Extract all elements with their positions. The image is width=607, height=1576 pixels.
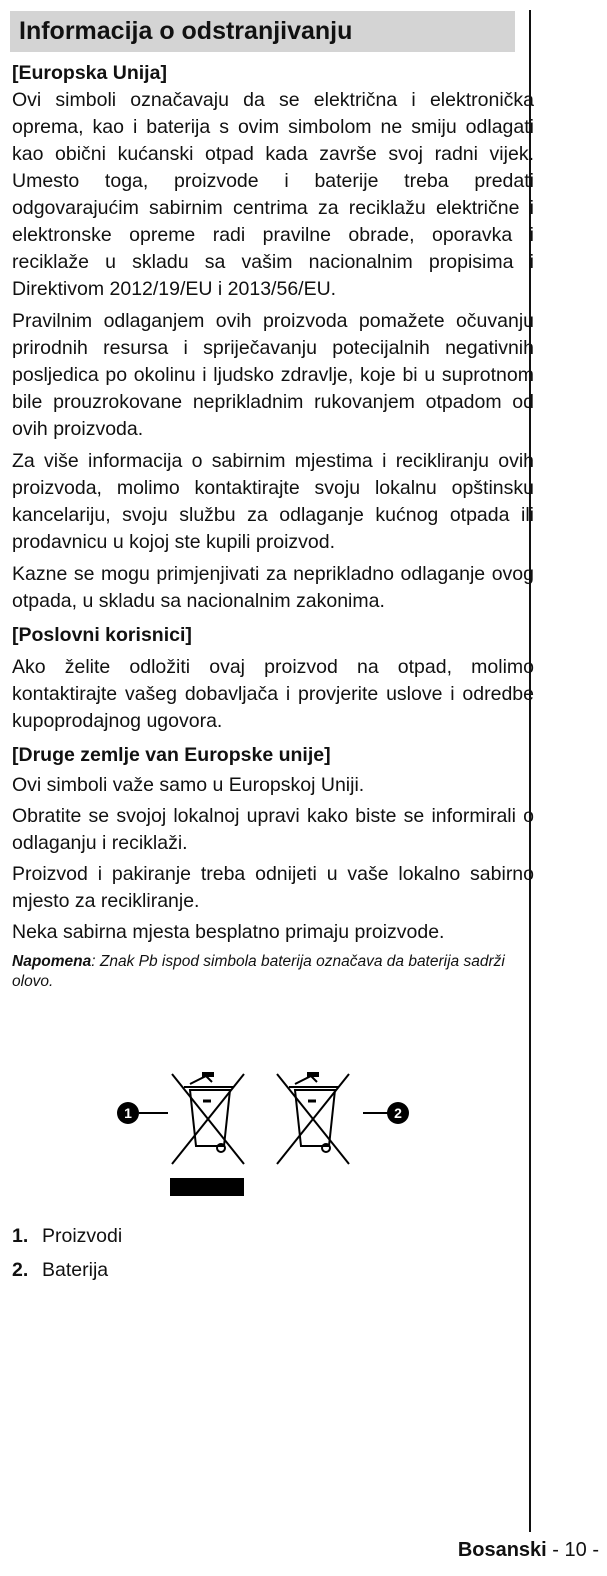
paragraph-eu-1: Ovi simboli označavaju da se električna i elektronička oprema, kao i baterija s ovim simbolom ne smiju odlagati kao obični kućanski otpad kada završe svoj radni vijek. Umesto toga, proizvode i baterije treba predati odgovarajućim sabirnim centrima za reciklažu električne i elektronske opreme radi pravilne obrade, oporavka i reciklaže u skladu sa vašim nacionalnim propisima i Direktivom 2012/19/EU i 2013/56/EU.	[12, 89, 534, 300]
note-label: Napomena	[12, 953, 92, 970]
legend-item	[12, 1219, 122, 1253]
note	[12, 952, 512, 992]
legend-item	[12, 1253, 122, 1287]
page-footer	[458, 1536, 599, 1564]
page-title: Informacija o odstranjivanju	[19, 17, 353, 45]
paragraph-other-2: Obratite se svojoj lokalnoj upravi kako biste se informirali o odlaganju i reciklaži.	[12, 805, 534, 854]
paragraph-eu-3: Za više informacija o sabirnim mjestima i recikliranju ovih proizvoda, molimo kontaktirajte svoju lokalnu opštinsku kancelariju, svoju službu za odlaganje kućnog otpada ili prodavnicu u kojoj ste kupili proizvod.	[12, 450, 534, 553]
page-number: - 10 -	[546, 1539, 599, 1561]
crossed-out-wheelie-bin-icon	[172, 1072, 244, 1164]
legend-number: 2.	[12, 1259, 29, 1281]
legend-label: Baterija	[42, 1259, 109, 1281]
note-text: : Znak Pb ispod simbola baterija označava da baterija sadrži olovo.	[12, 953, 505, 990]
section-heading-business: [Poslovni korisnici]	[12, 624, 192, 646]
legend-label: Proizvodi	[42, 1225, 123, 1247]
svg-text:2: 2	[394, 1105, 402, 1121]
title-bar	[10, 11, 515, 52]
paragraph-other-1: Ovi simboli važe samo u Europskoj Uniji.	[12, 774, 365, 796]
figure-legend	[12, 1219, 122, 1287]
bin-underline-bar	[170, 1178, 244, 1196]
weee-symbols-figure	[108, 1060, 418, 1202]
section-heading-eu: [Europska Unija]	[12, 62, 167, 84]
paragraph-other-3: Proizvod i pakiranje treba odnijeti u vaše lokalno sabirno mjesto za recikliranje.	[12, 863, 534, 912]
callout-2	[363, 1102, 409, 1124]
svg-text:1: 1	[124, 1105, 132, 1121]
callout-1	[117, 1102, 168, 1124]
paragraph-business-1: Ako želite odložiti ovaj proizvod na otpad, molimo kontaktirajte vašeg dobavljača i provjerite uslove i odredbe kupoprodajnog ugovora.	[12, 656, 534, 732]
footer-language: Bosanski	[457, 1539, 547, 1561]
paragraph-eu-2: Pravilnim odlaganjem ovih proizvoda pomažete očuvanju prirodnih resursa i spriječavanju potecijalnih negativnih posljedica po okolinu i ljudsko zdravlje, koje bi u suprotnom bile prouzrokovane neprikladnim rukovanjem otpadom od ovih proizvoda.	[12, 310, 534, 440]
legend-number: 1.	[12, 1225, 29, 1247]
paragraph-other-4: Neka sabirna mjesta besplatno primaju proizvode.	[12, 921, 445, 943]
document-body	[12, 60, 534, 992]
paragraph-eu-4: Kazne se mogu primjenjivati za neprikladno odlaganje ovog otpada, u skladu sa nacionalnim zakonima.	[12, 563, 534, 612]
crossed-out-wheelie-bin-icon	[277, 1072, 349, 1164]
section-heading-other: [Druge zemlje van Europske unije]	[12, 744, 331, 766]
